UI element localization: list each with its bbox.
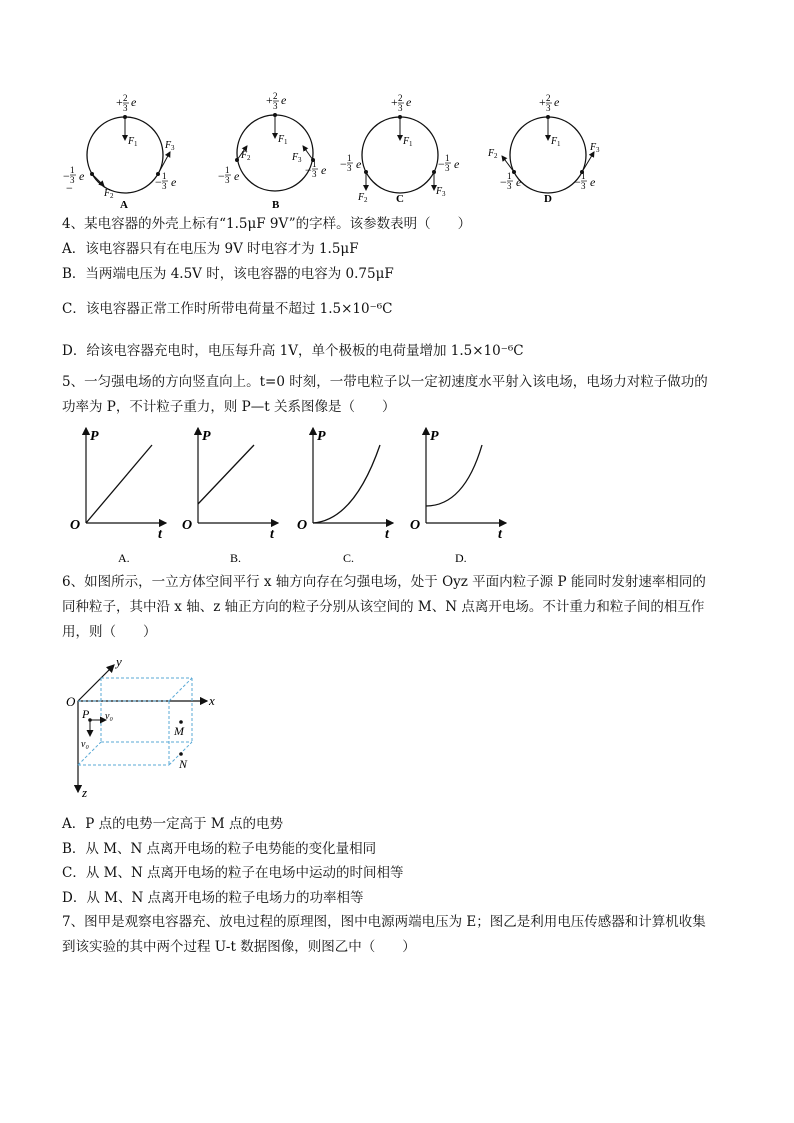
q3-figures	[60, 88, 620, 210]
svg-text:3: 3	[507, 181, 512, 191]
svg-text:3: 3	[347, 163, 352, 173]
svg-text:F: F	[436, 186, 443, 197]
svg-text:1: 1	[225, 165, 230, 175]
svg-text:3: 3	[123, 103, 128, 113]
svg-text:F: F	[403, 136, 410, 147]
svg-text:2: 2	[123, 93, 128, 103]
q5-stem-line2: 功率为 P，不计粒子重力，则 P—t 关系图像是（ ）	[62, 399, 396, 415]
q3-figure-c	[340, 93, 460, 205]
svg-text:3: 3	[581, 181, 586, 191]
svg-text:3: 3	[171, 144, 175, 152]
q3-label-a: A	[120, 199, 128, 210]
svg-text:1: 1	[507, 171, 512, 181]
svg-text:1: 1	[581, 171, 586, 181]
q5-d-x-label: t	[498, 527, 502, 542]
svg-text:2: 2	[110, 192, 114, 200]
q6-label-m: M	[174, 724, 184, 738]
svg-text:−: −	[500, 175, 507, 189]
svg-text:−: −	[218, 169, 225, 183]
q5-b-x-label: t	[270, 527, 274, 542]
q3-figure-b	[218, 91, 327, 210]
q4-stem: 4、某电容器的外壳上标有“1.5μF 9V”的字样。该参数表明（ ）	[62, 216, 472, 232]
q6-cube-figure	[62, 652, 232, 802]
q3-label-d: D	[544, 193, 552, 205]
q5-b-y-label: P	[202, 429, 211, 444]
q5-label-c: C.	[343, 551, 355, 565]
svg-text:−: −	[66, 181, 73, 195]
q5-label-b: B.	[230, 551, 242, 565]
svg-text:F: F	[128, 136, 135, 147]
q5-label-a: A.	[118, 551, 130, 565]
q5-graph-c	[297, 428, 393, 565]
q5-graph-d	[410, 428, 506, 565]
svg-text:1: 1	[134, 140, 138, 148]
q3-label-b: B	[272, 199, 280, 210]
svg-text:F: F	[278, 134, 285, 145]
svg-text:2: 2	[273, 91, 278, 101]
svg-text:2: 2	[546, 93, 551, 103]
svg-text:2: 2	[247, 154, 251, 162]
q7-stem-line2: 到该实验的其中两个过程 U-t 数据图像，则图乙中（ ）	[62, 939, 416, 955]
q5-graph-b	[182, 428, 278, 565]
svg-text:e: e	[406, 95, 412, 109]
q6-stem-line2: 同种粒子，其中沿 x 轴、z 轴正方向的粒子分别从该空间的 M、N 点离开电场。不计重力和粒子间的相互作	[62, 599, 705, 615]
q5-graph-a	[70, 428, 166, 565]
q5-d-y-label: P	[430, 429, 439, 444]
q6-label-y: y	[116, 654, 122, 669]
svg-text:2: 2	[494, 152, 498, 160]
q6-label-v0-z: v₀	[81, 739, 89, 750]
svg-text:3: 3	[225, 175, 230, 185]
svg-text:3: 3	[298, 156, 302, 164]
svg-text:F: F	[104, 188, 111, 199]
svg-text:1: 1	[162, 171, 167, 181]
svg-text:1: 1	[557, 140, 561, 148]
q5-graphs	[62, 422, 532, 570]
q6-option-d: D．从 M、N 点离开电场的粒子电场力的功率相等	[62, 890, 364, 906]
svg-text:3: 3	[445, 163, 450, 173]
q7-stem-line1: 7、图甲是观察电容器充、放电过程的原理图，图中电源两端电压为 E；图乙是利用电压传感器和计算机收集	[62, 914, 706, 930]
svg-text:2: 2	[398, 93, 403, 103]
svg-text:e: e	[171, 175, 177, 189]
svg-text:3: 3	[442, 190, 446, 198]
q5-a-y-label: P	[90, 429, 99, 444]
q5-c-y-label: P	[317, 429, 326, 444]
q5-c-x-label: t	[385, 527, 389, 542]
svg-text:3: 3	[70, 175, 75, 185]
q3-label-c: C	[396, 193, 404, 205]
svg-text:F: F	[241, 150, 248, 161]
q6-stem-line1: 6、如图所示，一立方体空间平行 x 轴方向存在匀强电场，处于 Oyz 平面内粒子源 P 能同时发射速率相同的	[62, 574, 706, 590]
svg-text:3: 3	[312, 169, 317, 179]
q6-label-n: N	[179, 757, 188, 771]
svg-text:F: F	[165, 140, 172, 151]
q4-option-d: D．给该电容器充电时，电压每升高 1V，单个极板的电荷量增加 1.5×10⁻⁶C	[62, 343, 524, 359]
svg-text:+: +	[391, 95, 398, 109]
svg-text:1: 1	[409, 140, 413, 148]
svg-text:F: F	[590, 142, 597, 153]
svg-text:e: e	[234, 169, 240, 183]
svg-text:e: e	[454, 157, 460, 171]
svg-text:3: 3	[398, 103, 403, 113]
q5-a-x-label: t	[158, 527, 162, 542]
q3-figure-d	[487, 93, 600, 205]
q4-option-b: B．当两端电压为 4.5V 时，该电容器的电容为 0.75μF	[62, 266, 394, 282]
q6-option-b: B．从 M、N 点离开电场的粒子电势能的变化量相同	[62, 841, 377, 857]
svg-text:e: e	[131, 95, 137, 109]
q6-option-a: A．P 点的电势一定高于 M 点的电势	[62, 816, 284, 832]
svg-text:e: e	[79, 169, 85, 183]
q5-stem-line1: 5、一匀强电场的方向竖直向上。t=0 时刻，一带电粒子以一定初速度水平射入该电场，电场力对粒子做功的	[62, 374, 708, 390]
svg-text:F: F	[488, 148, 495, 159]
svg-text:1: 1	[445, 153, 450, 163]
svg-text:e: e	[590, 175, 596, 189]
svg-text:e: e	[281, 93, 287, 107]
svg-text:−: −	[574, 175, 581, 189]
q6-stem-line3: 用，则（ ）	[62, 624, 157, 640]
svg-text:−: −	[63, 169, 70, 183]
svg-text:2: 2	[364, 196, 368, 204]
q6-label-p: P	[82, 707, 90, 721]
q6-label-v0-x: v₀	[105, 711, 113, 722]
q5-label-d: D.	[455, 551, 467, 565]
svg-text:+: +	[266, 93, 273, 107]
q5-b-origin: O	[182, 518, 193, 533]
q6-option-c: C．从 M、N 点离开电场的粒子在电场中运动的时间相等	[62, 865, 404, 881]
q6-label-o: O	[66, 694, 76, 709]
svg-text:e: e	[554, 95, 560, 109]
q6-label-x: x	[209, 693, 215, 708]
svg-text:1: 1	[284, 138, 288, 146]
q4-option-a: A．该电容器只有在电压为 9V 时电容才为 1.5μF	[62, 241, 359, 257]
q5-a-origin: O	[70, 518, 81, 533]
svg-text:3: 3	[596, 146, 600, 154]
svg-text:1: 1	[70, 165, 75, 175]
svg-text:−: −	[340, 157, 347, 171]
svg-text:3: 3	[273, 101, 278, 111]
svg-text:3: 3	[162, 181, 167, 191]
svg-text:1: 1	[347, 153, 352, 163]
q6-label-z: z	[82, 785, 88, 800]
svg-text:−: −	[155, 175, 162, 189]
q5-d-origin: O	[410, 518, 421, 533]
svg-text:e: e	[516, 175, 522, 189]
svg-text:e: e	[356, 157, 362, 171]
svg-text:+: +	[116, 95, 123, 109]
svg-text:F: F	[292, 152, 299, 163]
q3-figure-a	[63, 93, 177, 210]
svg-text:−: −	[438, 157, 445, 171]
svg-text:e: e	[321, 163, 327, 177]
svg-text:+: +	[539, 95, 546, 109]
svg-text:1: 1	[312, 159, 317, 169]
q4-option-c: C．该电容器正常工作时所带电荷量不超过 1.5×10⁻⁶C	[62, 301, 393, 317]
svg-text:F: F	[551, 136, 558, 147]
svg-text:−: −	[305, 163, 312, 177]
q5-c-origin: O	[297, 518, 308, 533]
svg-text:F: F	[358, 192, 365, 203]
svg-text:3: 3	[546, 103, 551, 113]
